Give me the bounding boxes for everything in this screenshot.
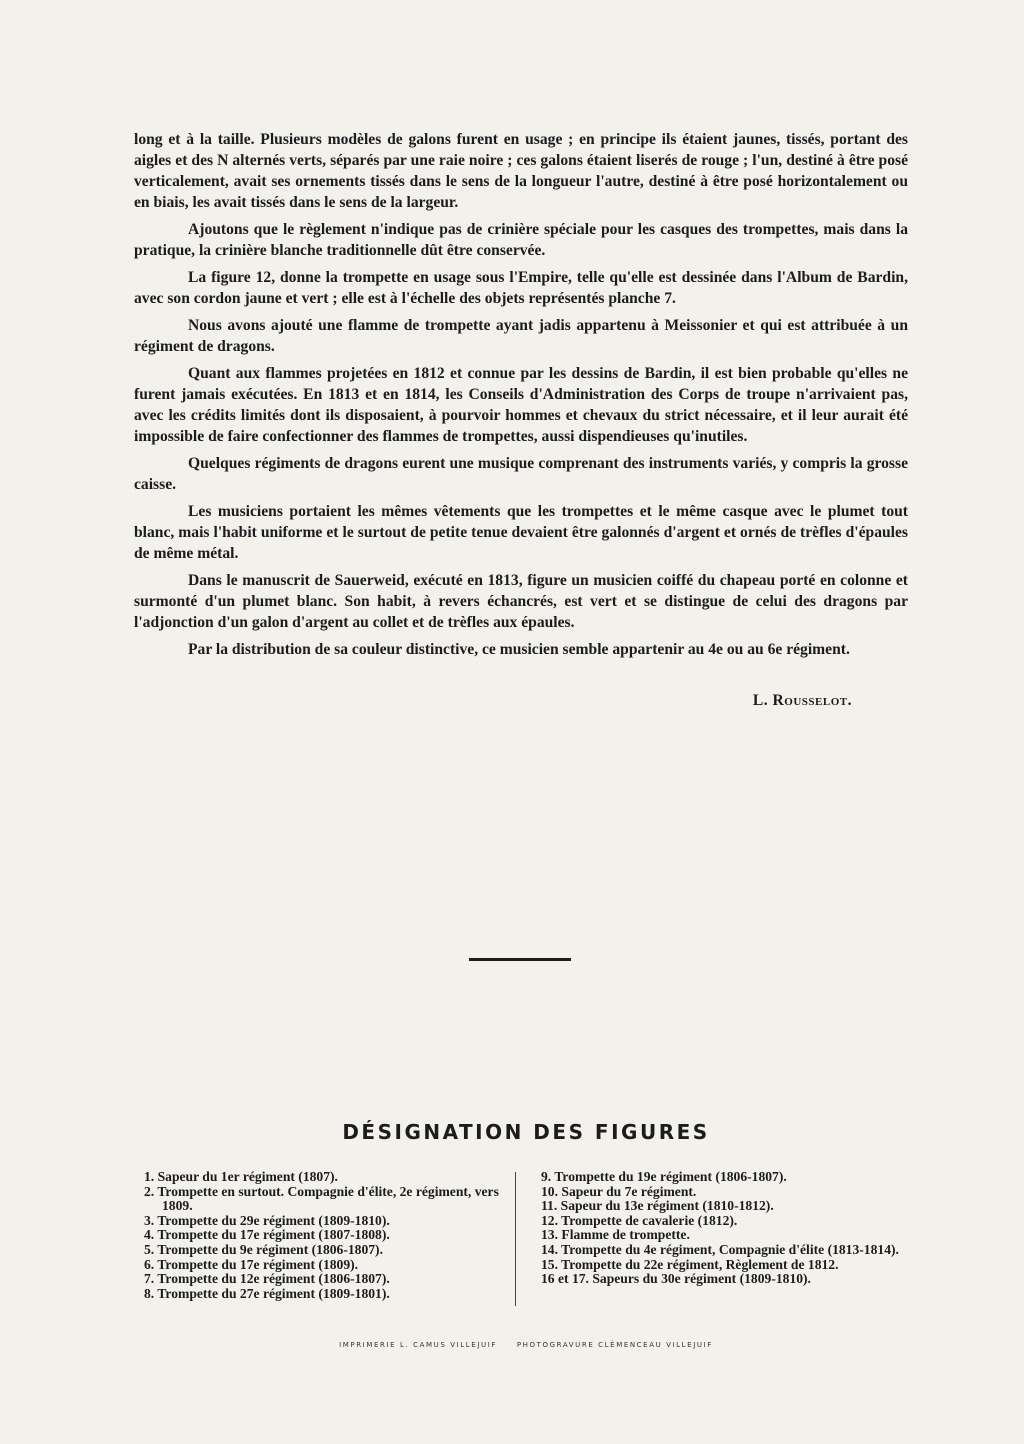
paragraph: Quant aux flammes projetées en 1812 et connue par les dessins de Bardin, il est bien probable qu'elles ne furent jamais exécutées. En 1813 et en 1814, les Conseils d'Administration des Corps de troupe n'arrivaient pas, avec les crédits limités dont ils disposaient, à pourvoir hommes et chevaux du strict nécessaire, et il leur aurait été impossible de faire confectionner des flammes de trompettes, aussi dispendieuses qu'inutiles. — [134, 365, 908, 445]
paragraph: Les musiciens portaient les mêmes vêtements que les trompettes et le même casque avec le plumet tout blanc, mais l'habit uniforme et le surtout de petite tenue devaient être galonnés d'argent et ornés de trèfles d'épaules de même métal. — [134, 503, 908, 562]
figure-item: 13. Flamme de trompette. — [541, 1227, 690, 1243]
figure-item: 3. Trompette du 29e régiment (1809-1810). — [144, 1212, 390, 1228]
figure-item: 11. Sapeur du 13e régiment (1810-1812). — [541, 1198, 774, 1214]
figure-item: 15. Trompette du 22e régiment, Règlement de 1812. — [541, 1256, 839, 1272]
paragraph: La figure 12, donne la trompette en usage sous l'Empire, telle qu'elle est dessinée dans l'Album de Bardin, avec son cordon jaune et vert ; elle est à l'échelle des objets représentés planche 7. — [134, 269, 908, 307]
section-rule — [469, 958, 571, 961]
body-text — [134, 129, 908, 666]
figure-item: 12. Trompette de cavalerie (1812). — [541, 1212, 738, 1228]
paragraph: Quelques régiments de dragons eurent une musique comprenant des instruments variés, y compris la grosse caisse. — [134, 455, 908, 493]
figure-item: 1. Sapeur du 1er régiment (1807). — [144, 1169, 338, 1184]
printer-footer — [0, 1341, 1024, 1349]
figure-item: 9. Trompette du 19e régiment (1806-1807). — [541, 1169, 787, 1184]
engraver-credit: PHOTOGRAVURE CLÉMENCEAU VILLEJUIF — [516, 1341, 713, 1349]
figure-item: 10. Sapeur du 7e régiment. — [541, 1183, 697, 1199]
paragraph: Par la distribution de sa couleur distinctive, ce musicien semble appartenir au 4e ou au 6e régiment. — [188, 641, 850, 658]
figure-item: 5. Trompette du 9e régiment (1806-1807). — [144, 1241, 383, 1257]
column-divider — [515, 1172, 516, 1306]
figure-item: 16 et 17. Sapeurs du 30e régiment (1809-1810). — [541, 1271, 811, 1287]
paragraph: Ajoutons que le règlement n'indique pas de crinière spéciale pour les casques des trompettes, mais dans la pratique, la crinière blanche traditionnelle dût être conservée. — [134, 221, 908, 259]
figure-item: 2. Trompette en surtout. Compagnie d'élite, 2e régiment, vers 1809. — [144, 1183, 499, 1214]
figure-item: 4. Trompette du 17e régiment (1807-1808). — [144, 1227, 390, 1243]
printer-credit: IMPRIMERIE L. CAMUS VILLEJUIF — [339, 1341, 497, 1349]
author-signature — [620, 692, 852, 710]
figure-item: 6. Trompette du 17e régiment (1809). — [144, 1256, 359, 1272]
figure-item: 8. Trompette du 27e régiment (1809-1801). — [144, 1285, 390, 1301]
figures-list-right — [541, 1170, 921, 1287]
figures-list-left — [144, 1170, 504, 1301]
paragraph: Nous avons ajouté une flamme de trompette ayant jadis appartenu à Meissonier et qui est attribuée à un régiment de dragons. — [134, 317, 908, 355]
figure-item: 7. Trompette du 12e régiment (1806-1807). — [144, 1271, 390, 1287]
author-name: L. Rousselot. — [752, 692, 852, 709]
paragraph: Dans le manuscrit de Sauerweid, exécuté en 1813, figure un musicien coiffé du chapeau porté en colonne et surmonté d'un plumet blanc. Son habit, à revers échancrés, est vert et se distingue de celui des dragons par l'adjonction d'un galon d'argent au collet et de trèfles aux épaules. — [134, 572, 908, 631]
figure-item: 14. Trompette du 4e régiment, Compagnie d'élite (1813-1814). — [541, 1241, 899, 1257]
paragraph: long et à la taille. Plusieurs modèles de galons furent en usage ; en principe ils étaient jaunes, tissés, portant des aigles et des N alternés verts, séparés par une raie noire ; ces galons étaient liserés de rouge ; l'un, destiné à être posé verticalement, avait ses ornements tissés dans le sens de la longueur l'autre, destiné à être posé horizontalement ou en biais, les avait tissés dans le sens de la largeur. — [134, 131, 908, 211]
figures-heading: DÉSIGNATION DES FIGURES — [342, 1120, 710, 1144]
